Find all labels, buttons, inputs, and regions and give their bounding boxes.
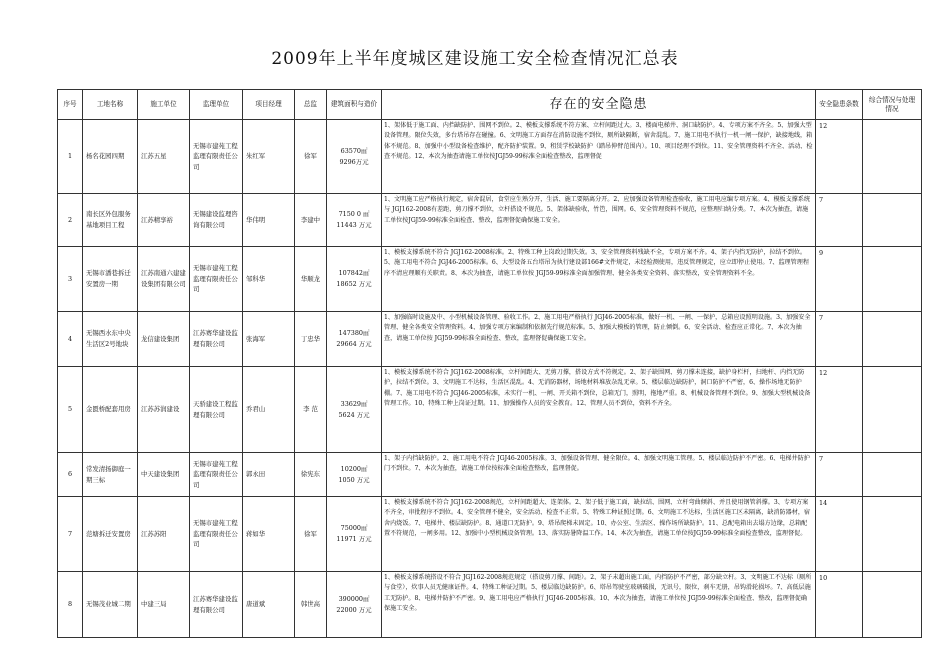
status-cell bbox=[863, 367, 922, 453]
hazard-count: 12 bbox=[816, 120, 863, 194]
table-row bbox=[58, 572, 922, 638]
project-name: 常发清扬御庭一期三标 bbox=[83, 453, 138, 497]
project-cost: 22000 万元 bbox=[336, 605, 372, 614]
row-no: 6 bbox=[58, 453, 83, 497]
project-manager: 唐道斌 bbox=[243, 572, 295, 638]
project-cost: 29664 万元 bbox=[336, 340, 372, 348]
contractor-name: 龙信建设集团 bbox=[138, 312, 190, 367]
page-title: 2009年上半年度城区建设施工安全检查情况汇总表 bbox=[271, 49, 679, 69]
hazard-list: 1、模板支撑系统不符合 JGJ162-2008规范，立杆间距超大、连架体。2、架子低于施工面，缺拉结、围网、立杆弯曲倾斜、并且使用钢管斜撑。3、专项方案不齐全，审批程序不到位。4、安全管理不健全，安全活动、检查不正常。5、特殊工种证照过期。6、文明施工不达标，生活区施工区未隔离，缺消防器材，宿舍内烧饭。7、电梯井、楼层缺防护。8、通道口无防护。9、塔吊爬梯未固定。10、办公室、生活区、操作场所缺防护。11、总配电箱出去塌方边缘，总箱配置不符规范，一闸多用。12、加强中小型机械设备管理。13、落实防暑降温工作。14、本次为抽查，请施工单位按JGJ59-99标准全面检查整改，监理督促。 bbox=[382, 497, 816, 572]
header-project: 工地名称 bbox=[83, 90, 138, 120]
hazard-list: 1、模板支撑系统不符合 JGJ162-2008标准。2、特殊工种上岗政过期失效。3、安全管理资料残缺不全，专项方案不齐。4、架子内挡无防护，拉结不到位。5、施工用电不符合 JGJ46-2005标准。6、大型设备五台塔吊为执行建设部166#文件规定，未经检测使用，违反管理规定，应立即停止使用。7、监理管理程序不清应理顺有关职责。8、本次为抽查，请施工单位按 JGJ59-99标准全面加强管理、健全各类安全资料、落实整改，安全管理资料不全。 bbox=[382, 247, 816, 312]
row-no: 8 bbox=[58, 572, 83, 638]
hazard-count: 9 bbox=[816, 247, 863, 312]
floor-area: 10200㎡ bbox=[340, 464, 368, 473]
contractor-name: 江苏精享裕 bbox=[138, 194, 190, 247]
project-manager: 蒋如华 bbox=[243, 497, 295, 572]
table-row bbox=[58, 247, 922, 312]
header-status: 综合情况与处理情况 bbox=[863, 90, 922, 120]
row-no: 3 bbox=[58, 247, 83, 312]
header-chief: 总监 bbox=[295, 90, 327, 120]
chief-supervisor: 丁忠华 bbox=[295, 312, 327, 367]
contractor-name: 江苏苏润建设 bbox=[138, 367, 190, 453]
row-no: 7 bbox=[58, 497, 83, 572]
status-cell bbox=[863, 247, 922, 312]
project-name: 范塘拆迁安置房 bbox=[83, 497, 138, 572]
floor-area: 75000㎡ bbox=[340, 524, 368, 533]
table-row bbox=[58, 453, 922, 497]
area-cost bbox=[327, 120, 382, 194]
area-cost bbox=[327, 367, 382, 453]
contractor-name: 江苏苏阳 bbox=[138, 497, 190, 572]
header-hazards: 存在的安全隐患 bbox=[382, 90, 816, 120]
floor-area: 107842㎡ bbox=[338, 269, 370, 278]
table-row bbox=[58, 312, 922, 367]
status-cell bbox=[863, 120, 922, 194]
chief-supervisor: 徐军 bbox=[295, 120, 327, 194]
hazard-list: 1、文明施工应严格执行规定，宿舍混居，食堂应生熟分开，生活、施工要隔离分开。2、应加强设备管理检查验收，施工用电应编专项方案。4、模板支撑系统与 JGJ162-2008有差距，剪刀撑不到位，立杆搭设不规范。5、架体缺验收，竹笆，围网。6、安全管理资料不规范，应整理归纳分类。7、本次为抽查，请施工单位按JGJ59-99标准全面检查、整改，监理督促确保施工安全。 bbox=[382, 194, 816, 247]
floor-area: 63570㎡ bbox=[340, 146, 368, 155]
project-name: 杨名花园四期 bbox=[83, 120, 138, 194]
status-cell bbox=[863, 497, 922, 572]
project-name: 无锡茂业城二期 bbox=[83, 572, 138, 638]
area-cost bbox=[327, 572, 382, 638]
project-manager: 张海军 bbox=[243, 312, 295, 367]
status-cell bbox=[863, 194, 922, 247]
supervisor-name: 天骄建设工程监理有限公司 bbox=[190, 367, 243, 453]
floor-area: 33629㎡ bbox=[340, 399, 368, 408]
supervisor-name: 无锡市建苑工程监理有限责任公司 bbox=[190, 247, 243, 312]
project-cost: 5624 万元 bbox=[338, 410, 370, 419]
hazard-count: 10 bbox=[816, 572, 863, 638]
supervisor-name: 江苏赛华建设监理有限公司 bbox=[190, 572, 243, 638]
row-no: 1 bbox=[58, 120, 83, 194]
hazard-count: 12 bbox=[816, 367, 863, 453]
contractor-name: 江苏五星 bbox=[138, 120, 190, 194]
header-contractor: 施工单位 bbox=[138, 90, 190, 120]
floor-area: 390000㎡ bbox=[338, 594, 370, 603]
row-no: 5 bbox=[58, 367, 83, 453]
hazard-count: 14 bbox=[816, 497, 863, 572]
area-cost bbox=[327, 194, 382, 247]
project-name: 南长区外包服务基地项目工程 bbox=[83, 194, 138, 247]
supervisor-name: 无锡市建苑工程监理有限责任公司 bbox=[190, 120, 243, 194]
contractor-name: 江苏南通六建建设集团有限公司 bbox=[138, 247, 190, 312]
table-row bbox=[58, 497, 922, 572]
chief-supervisor: 李 范 bbox=[295, 367, 327, 453]
floor-area: 7150 0 ㎡ bbox=[338, 210, 370, 219]
project-cost: 1050 万元 bbox=[338, 475, 370, 484]
project-manager: 乔君山 bbox=[243, 367, 295, 453]
chief-supervisor: 韩世高 bbox=[295, 572, 327, 638]
area-cost bbox=[327, 497, 382, 572]
header-no: 序号 bbox=[58, 90, 83, 120]
supervisor-name: 无锡市建苑工程监理有限责任公司 bbox=[190, 497, 243, 572]
header-area: 建筑面积与造价 bbox=[327, 90, 382, 120]
area-cost bbox=[327, 247, 382, 312]
supervisor-name: 无锡建设监理咨询有限公司 bbox=[190, 194, 243, 247]
chief-supervisor: 李建中 bbox=[295, 194, 327, 247]
hazard-list: 1、加强临时设施及中、小型机械设备管理、验收工作。2、施工用电严格执行 JGJ46-2005标准，做好一机、一闸、一保护，总箱应设照明设施。3、加强安全管理、健全各类安全管理资料。4、加强专项方案编制和依据先行规范标准。5、加强大模板的管理，防止倾倒。6、安全活动、检查应正常化。7、本次为抽查，请施工单位按 JGJ59-99标准全面检查、整改，监理督促确保施工安全。 bbox=[382, 312, 816, 367]
status-cell bbox=[863, 572, 922, 638]
row-no: 4 bbox=[58, 312, 83, 367]
supervisor-name: 无锡市建苑工程监理有限责任公司 bbox=[190, 453, 243, 497]
header-row bbox=[58, 90, 922, 120]
contractor-name: 中天建设集团 bbox=[138, 453, 190, 497]
project-name: 无锡西水东中央生活区2号地块 bbox=[83, 312, 138, 367]
hazard-list: 1、模板支撑系统搭设不符合 JGJ162-2008规范规定（搭设剪刀撑、间距）。2、架子未超出施工面，内挡防护不严密，部分缺立杆。3、文明施工不达标（厕所与食堂），炊事人员无健康证件。4、特殊工种证过期。5、楼层临边缺防护。6、塔吊驾驶室玻璃破损，无讯号，限位，刹车无册，吊钩滑轮损坏。7、高低层施工无防护。8、电梯井防护不严密。9、施工用电应严格执行 JGJ46-2005标准。10、本次为抽查，请施工单位按 JGJ59-99标准全面检查、整改，监理督促确保施工安全。 bbox=[382, 572, 816, 638]
project-manager: 华伟明 bbox=[243, 194, 295, 247]
chief-supervisor: 徐军 bbox=[295, 497, 327, 572]
project-cost: 18652 万元 bbox=[336, 280, 372, 288]
hazard-count: 7 bbox=[816, 453, 863, 497]
row-no: 2 bbox=[58, 194, 83, 247]
table-row bbox=[58, 367, 922, 453]
project-cost: 11443 万元 bbox=[336, 221, 372, 229]
area-cost bbox=[327, 312, 382, 367]
hazard-list: 1、架子内挡缺防护。2、施工用电不符合 JGJ46-2005标准。3、加强设备管理、健全限位。4、加强文明施工管理。5、楼层临边防护不严密。6、电梯井防护门不到位。7、本次为抽查，请施工单位按标准全面检查整改，监理督促。 bbox=[382, 453, 816, 497]
hazard-list: 1、架体低于施工面、内挡缺防护、围网不到位。2、模板支撑系统不符方案、立杆间距过大。3、楼面电梯井、洞口缺防护。4、专项方案不齐全。5、加强大型设备管理。限位失效，多台塔吊存在碰撞。6、文明施工方面存在消防设施不到位，厕所缺隔断，宿舍混乱。7、施工用电不执行一机一闸一保护，缺接地线，箱体不规范。8、加强中小型设备检查维护，配齐防护装置。9、租赁学校缺防护（踏吊伸臂范围内）。10、项目经理不到位。11、安全管理资料不齐全、活动、检查不规范。12、本次为抽查请施工单位按JGJ59-99标准全面检查整改，监理督促 bbox=[382, 120, 816, 194]
project-name: 无锡市潘巷拆迁安置房一期 bbox=[83, 247, 138, 312]
table-row bbox=[58, 120, 922, 194]
area-cost bbox=[327, 453, 382, 497]
inspection-summary-table bbox=[57, 89, 922, 638]
chief-supervisor: 华顺龙 bbox=[295, 247, 327, 312]
project-manager: 朱红军 bbox=[243, 120, 295, 194]
table-row bbox=[58, 194, 922, 247]
header-count: 安全隐患条数 bbox=[816, 90, 863, 120]
status-cell bbox=[863, 453, 922, 497]
hazard-count: 7 bbox=[816, 312, 863, 367]
hazard-count: 7 bbox=[816, 194, 863, 247]
supervisor-name: 江苏赛华建设监理有限公司 bbox=[190, 312, 243, 367]
status-cell bbox=[863, 312, 922, 367]
header-supervisor: 监理单位 bbox=[190, 90, 243, 120]
project-manager: 郭永田 bbox=[243, 453, 295, 497]
header-manager: 项目经理 bbox=[243, 90, 295, 120]
project-name: 金匮桥配套用房 bbox=[83, 367, 138, 453]
project-cost: 11971 万元 bbox=[336, 535, 372, 543]
project-manager: 邹科华 bbox=[243, 247, 295, 312]
hazard-list: 1、模板支撑系统不符合 JGJ162-2008标准，立杆间距大、无剪刀撑，搭设方式不符规定。2、架子缺围网、剪刀撑未连接，缺护身栏杆，扫地杆、内挡无防护，拉结不到位。3、文明施工不达标，生活区混乱。4、无消防器材，场地材料堆放杂乱无章。5、楼层临边缺防护，洞口防护不严密，6、操作场地无防护棚。7、施工用电不符合 JGJ46-2005标准，未实行一机、一闸、开关箱不到位，总箱无门，照明，拖地严重。8、机械设备管理不到位。9、加强大型机械设备管理工作。10、特殊工种上岗证过期。11、加强操作人员的安全教育。12、管理人员不到位，资料不齐全。 bbox=[382, 367, 816, 453]
floor-area: 147380㎡ bbox=[338, 329, 370, 338]
chief-supervisor: 徐宪东 bbox=[295, 453, 327, 497]
contractor-name: 中建三局 bbox=[138, 572, 190, 638]
project-cost: 9296万元 bbox=[339, 157, 369, 166]
